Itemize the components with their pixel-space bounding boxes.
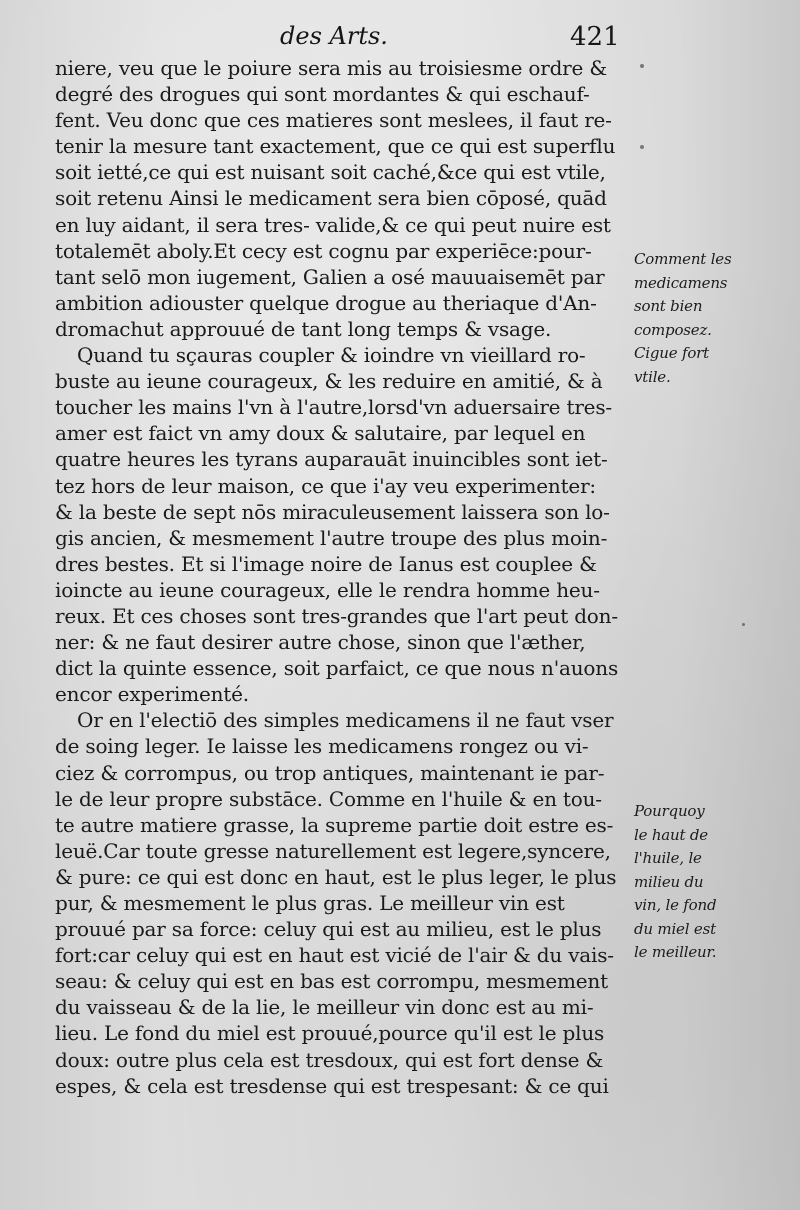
text-line: tez hors de leur maison, ce que i'ay veu experimenter: <box>55 473 596 498</box>
text-line: quatre heures les tyrans auparauāt inuincibles sont iet- <box>55 447 608 472</box>
text-line: dres bestes. Et si l'image noire de Ianus est couplee & <box>55 551 597 576</box>
ink-speck <box>640 145 644 149</box>
text-line: leuë.Car toute gresse naturellement est legere,syncere, <box>55 838 611 863</box>
text-line: en luy aidant, il sera tres- valide,& ce qui peut nuire est <box>55 212 611 237</box>
text-line: encor experimenté. <box>55 682 249 707</box>
text-line: reux. Et ces choses sont tres-grandes que l'art peut don- <box>55 603 618 628</box>
ink-speck <box>742 623 745 626</box>
text-line: fort:car celuy qui est en haut est vicié de l'air & du vais- <box>55 943 614 968</box>
text-line: totalemēt aboly.Et cecy est cognu par experiēce:pour- <box>55 238 592 263</box>
margin-note-line: le meilleur. <box>634 943 717 961</box>
text-line: tant selō mon iugement, Galien a osé mauuaisemēt par <box>55 264 605 289</box>
margin-note-meilleur <box>634 800 784 965</box>
ink-speck <box>640 64 644 68</box>
margin-note-line: vin, le fond <box>634 896 717 914</box>
text-line: pur, & mesmement le plus gras. Le meilleur vin est <box>55 891 565 915</box>
text-line: lieu. Le fond du miel est prouué,pource qu'il est le plus <box>55 1021 605 1046</box>
margin-note-medicamens <box>634 248 784 389</box>
text-line: de soing leger. Ie laisse les medicamens rongez ou vi- <box>55 734 589 759</box>
text-line: gis ancien, & mesmement l'autre troupe des plus moin- <box>55 525 608 550</box>
running-head: des Arts. <box>280 22 388 50</box>
text-line: seau: & celuy qui est en bas est corrompu, mesmement <box>55 969 608 994</box>
margin-note-line: composez. <box>634 320 712 339</box>
text-line: degré des drogues qui sont mordantes & qui eschauf- <box>55 82 590 107</box>
text-line: buste au ieune courageux, & les reduire en amitié, & à <box>55 369 603 394</box>
margin-note-line: vtile. <box>634 367 671 386</box>
text-line: amer est faict vn amy doux & salutaire, par lequel en <box>55 421 586 446</box>
text-line: & pure: ce qui est donc en haut, est le plus leger, le plus <box>55 864 617 889</box>
text-line: & la beste de sept nōs miraculeusement laissera son lo- <box>55 499 610 524</box>
text-line: ambition adiouster quelque drogue au theriaque d'An- <box>55 290 597 315</box>
text-line: te autre matiere grasse, la supreme partie doit estre es- <box>55 812 614 837</box>
text-line: espes, & cela est tresdense qui est trespesant: & ce qui <box>55 1073 609 1098</box>
text-line: le de leur propre substāce. Comme en l'huile & en tou- <box>55 786 602 811</box>
margin-note-line: le haut de <box>634 825 708 844</box>
text-line: niere, veu que le poiure sera mis au troisiesme ordre & <box>55 56 607 80</box>
text-line: dromachut approuué de tant long temps & vsage. <box>55 316 552 341</box>
text-line: ner: & ne faut desirer autre chose, sinon que l'æther, <box>55 630 586 655</box>
margin-note-line: du miel est <box>634 919 716 938</box>
text-line: dict la quinte essence, soit parfaict, ce que nous n'auons <box>55 656 619 681</box>
text-line: soit retenu Ainsi le medicament sera bien cōposé, quād <box>55 186 607 211</box>
margin-note-line: Comment les <box>634 250 732 268</box>
body-text <box>55 55 627 1099</box>
text-line: ciez & corrompus, ou trop antiques, maintenant ie par- <box>55 760 605 785</box>
margin-note-line: sont bien <box>634 297 703 315</box>
margin-note-line: milieu du <box>634 872 704 891</box>
text-line: du vaisseau & de la lie, le meilleur vin donc est au mi- <box>55 995 594 1020</box>
text-line: ioincte au ieune courageux, elle le rendra homme heu- <box>55 577 600 602</box>
margin-note-line: medicamens <box>634 273 728 292</box>
text-line: doux: outre plus cela est tresdoux, qui est fort dense & <box>55 1047 604 1072</box>
text-line: toucher les mains l'vn à l'autre,lorsd'vn aduersaire tres- <box>55 395 612 420</box>
margin-note-line: Cigue fort <box>634 344 709 362</box>
text-line: prouué par sa force: celuy qui est au milieu, est le plus <box>55 917 602 942</box>
text-line: fent. Veu donc que ces matieres sont meslees, il faut re- <box>55 108 612 133</box>
text-line: soit ietté,ce qui est nuisant soit caché,&ce qui est vtile, <box>55 160 606 185</box>
text-line: Or en l'electiō des simples medicamens il ne faut vser <box>77 708 614 733</box>
margin-note-line: l'huile, le <box>634 849 702 867</box>
page-number: 421 <box>570 22 620 52</box>
text-line: Quand tu sçauras coupler & ioindre vn vieillard ro- <box>77 343 586 368</box>
margin-note-line: Pourquoy <box>634 802 705 820</box>
paragraph-2 <box>55 342 627 707</box>
text-line: tenir la mesure tant exactement, que ce qui est superflu <box>55 134 616 159</box>
paragraph-1 <box>55 55 627 342</box>
paragraph-3 <box>55 707 627 1098</box>
